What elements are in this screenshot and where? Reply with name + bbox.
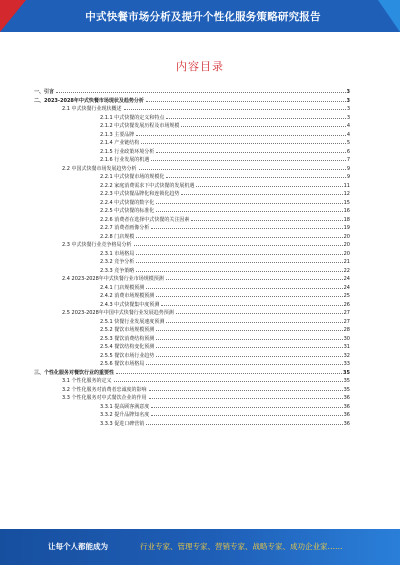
toc-leader-dots bbox=[149, 390, 343, 391]
toc-entry-label: 2.1 中式快餐行业现状概述 bbox=[62, 106, 122, 112]
toc-entry-page: 35 bbox=[343, 369, 350, 376]
toc-entry-label: 2.5.1 快餐行业发展速度预测 bbox=[100, 318, 165, 325]
toc-entry-label: 一、引言 bbox=[34, 89, 55, 95]
toc-entry[interactable] bbox=[34, 97, 350, 106]
toc-entry-label: 2.4.1 门店规模预测 bbox=[100, 284, 145, 291]
toc-entry-label: 3.3.2 提升品牌知名度 bbox=[100, 412, 150, 418]
toc-leader-dots bbox=[56, 92, 346, 93]
toc-entry-page: 32 bbox=[343, 352, 350, 359]
toc-entry-label: 2.2.4 中式快餐的数字化 bbox=[100, 199, 155, 206]
toc-leader-dots bbox=[156, 356, 342, 357]
toc-entry-page: 27 bbox=[343, 310, 350, 316]
toc-entry[interactable] bbox=[34, 216, 350, 225]
toc-entry-page: 35 bbox=[343, 386, 350, 393]
toc-entry-label: 2.5 2023-2028年中国中式快餐行业发展趋势预测 bbox=[62, 310, 174, 316]
toc-entry-page: 12 bbox=[343, 191, 350, 197]
toc-entry-label: 2.4 2023-2028年中式快餐行业市场规模预测 bbox=[62, 276, 164, 282]
toc-leader-dots bbox=[136, 237, 342, 238]
toc-entry-page: 3 bbox=[346, 106, 350, 112]
toc-entry[interactable] bbox=[34, 165, 350, 174]
toc-entry[interactable] bbox=[34, 284, 350, 293]
toc-entry-label: 2.1.1 中式快餐的定义和特点 bbox=[100, 114, 165, 121]
toc-entry[interactable] bbox=[34, 326, 350, 335]
toc-entry-page: 24 bbox=[343, 276, 350, 282]
toc-leader-dots bbox=[149, 398, 343, 399]
toc-entry-label: 2.1.6 行业发展的机遇 bbox=[100, 157, 150, 163]
toc-entry-label: 2.5.2 餐饮市场规模预测 bbox=[100, 327, 155, 333]
toc-entry[interactable] bbox=[34, 250, 350, 259]
toc-entry-label: 3.3.3 促进口碑营销 bbox=[100, 420, 145, 427]
toc-leader-dots bbox=[116, 373, 342, 374]
toc-leader-dots bbox=[136, 135, 346, 136]
toc-entry-page: 28 bbox=[343, 327, 350, 333]
toc-entry-page: 18 bbox=[343, 216, 350, 223]
footer-slogan: 让每个人都能成为 bbox=[48, 542, 108, 551]
toc-leader-dots bbox=[136, 262, 342, 263]
toc-entry[interactable] bbox=[34, 318, 350, 327]
toc-entry[interactable] bbox=[34, 105, 350, 114]
toc-entry-label: 2.2.5 中式快餐的标准化 bbox=[100, 208, 155, 214]
toc-entry-label: 二、2023-2028年中式快餐市场现状及趋势分析 bbox=[34, 97, 144, 104]
toc-entry-page: 33 bbox=[343, 361, 350, 367]
toc-entry[interactable] bbox=[34, 403, 350, 412]
toc-leader-dots bbox=[156, 339, 342, 340]
toc-entry-page: 3 bbox=[346, 97, 350, 104]
toc-entry[interactable] bbox=[34, 122, 350, 131]
toc-entry-page: 15 bbox=[343, 199, 350, 206]
toc-entry[interactable] bbox=[34, 292, 350, 301]
toc-heading: 内容目录 bbox=[176, 60, 224, 73]
toc-entry[interactable] bbox=[34, 369, 350, 378]
toc-entry-page: 24 bbox=[343, 284, 350, 291]
toc-entry[interactable] bbox=[34, 411, 350, 420]
toc-entry-page: 27 bbox=[343, 318, 350, 325]
toc-entry-page: 30 bbox=[343, 335, 350, 342]
toc-entry-page: 6 bbox=[346, 148, 350, 155]
header-decoration-left bbox=[0, 0, 26, 32]
toc-entry[interactable] bbox=[34, 275, 350, 284]
toc-entry-label: 2.2.3 中式快餐品牌化和连锁化趋势 bbox=[100, 191, 180, 197]
toc-entry-label: 2.2 中国式快餐市场发展趋势分析 bbox=[62, 165, 137, 172]
toc-leader-dots bbox=[156, 347, 342, 348]
toc-leader-dots bbox=[146, 288, 342, 289]
toc-entry[interactable] bbox=[34, 114, 350, 123]
footer-roles: 行业专家、管理专家、营销专家、战略专家、成功企业家…… bbox=[140, 542, 343, 551]
toc-entry-page: 5 bbox=[346, 140, 350, 146]
toc-leader-dots bbox=[156, 211, 342, 212]
report-title: 中式快餐市场分析及提升个性化服务策略研究报告 bbox=[85, 11, 321, 23]
toc-entry-label: 2.1.2 中式快餐发展历程及市场规模 bbox=[100, 123, 180, 129]
toc-leader-dots bbox=[136, 271, 342, 272]
toc-entry-label: 2.3.2 竞争分析 bbox=[100, 259, 135, 265]
toc-entry-label: 2.3.3 竞争策略 bbox=[100, 267, 135, 274]
toc-leader-dots bbox=[151, 160, 346, 161]
toc-leader-dots bbox=[136, 254, 342, 255]
toc-entry[interactable] bbox=[34, 182, 350, 191]
toc-entry-label: 2.5.5 餐饮市场行业趋势 bbox=[100, 352, 155, 359]
toc-entry-label: 2.1.4 产业链结构 bbox=[100, 140, 140, 146]
toc-entry[interactable] bbox=[34, 156, 350, 165]
toc-leader-dots bbox=[181, 194, 342, 195]
toc-entry-page: 4 bbox=[346, 131, 350, 138]
toc-entry-page: 35 bbox=[343, 378, 350, 384]
toc-entry-page: 20 bbox=[343, 250, 350, 257]
table-of-contents bbox=[34, 88, 350, 428]
toc-entry-page: 9 bbox=[346, 165, 350, 172]
header-decoration-right bbox=[378, 0, 400, 32]
toc-entry-label: 2.5.4 餐饮结构变化预测 bbox=[100, 344, 155, 350]
toc-entry-page: 16 bbox=[343, 208, 350, 214]
toc-entry-page: 36 bbox=[343, 395, 350, 401]
toc-leader-dots bbox=[146, 101, 346, 102]
toc-entry-page: 25 bbox=[343, 293, 350, 299]
toc-entry[interactable] bbox=[34, 233, 350, 242]
toc-leader-dots bbox=[156, 296, 342, 297]
toc-entry-label: 3.1 个性化服务的定义 bbox=[62, 378, 112, 384]
toc-leader-dots bbox=[166, 322, 342, 323]
toc-entry-label: 2.3 中式快餐行业竞争格局分析 bbox=[62, 242, 132, 248]
toc-entry-label: 2.1.5 行业政策环境分析 bbox=[100, 148, 155, 155]
toc-entry-page: 4 bbox=[346, 123, 350, 129]
toc-entry[interactable] bbox=[34, 386, 350, 395]
toc-leader-dots bbox=[146, 364, 342, 365]
toc-entry[interactable] bbox=[34, 301, 350, 310]
toc-entry[interactable] bbox=[34, 343, 350, 352]
toc-entry[interactable] bbox=[34, 139, 350, 148]
toc-entry-label: 2.5.3 餐饮消费结构预测 bbox=[100, 335, 155, 342]
toc-leader-dots bbox=[146, 424, 342, 425]
toc-entry-label: 2.2.8 门店规模 bbox=[100, 233, 135, 240]
toc-entry-label: 2.4.3 中式快餐集中度预测 bbox=[100, 301, 160, 308]
toc-entry[interactable] bbox=[34, 224, 350, 233]
toc-leader-dots bbox=[191, 220, 342, 221]
toc-entry[interactable] bbox=[34, 360, 350, 369]
toc-entry[interactable] bbox=[34, 420, 350, 429]
toc-entry[interactable] bbox=[34, 394, 350, 403]
toc-entry[interactable] bbox=[34, 309, 350, 318]
toc-entry[interactable] bbox=[34, 207, 350, 216]
toc-leader-dots bbox=[139, 169, 346, 170]
toc-entry[interactable] bbox=[34, 190, 350, 199]
toc-leader-dots bbox=[196, 186, 342, 187]
toc-entry-label: 2.2.2 家庭消费需求下中式快餐的发展机遇 bbox=[100, 182, 195, 189]
toc-entry-page: 20 bbox=[343, 242, 350, 248]
toc-leader-dots bbox=[176, 313, 343, 314]
toc-entry-page: 20 bbox=[343, 233, 350, 240]
toc-entry-page: 36 bbox=[343, 403, 350, 410]
toc-entry-label: 2.2.6 消费者在选择中式快餐的关注因素 bbox=[100, 216, 190, 223]
toc-entry[interactable] bbox=[34, 267, 350, 276]
toc-entry-label: 2.3.1 市场格局 bbox=[100, 250, 135, 257]
toc-entry-label: 2.5.6 餐饮市场格局 bbox=[100, 361, 145, 367]
toc-entry[interactable] bbox=[34, 199, 350, 208]
page-footer bbox=[0, 529, 400, 565]
toc-entry[interactable] bbox=[34, 241, 350, 250]
toc-leader-dots bbox=[166, 279, 343, 280]
toc-leader-dots bbox=[151, 407, 342, 408]
toc-leader-dots bbox=[156, 330, 342, 331]
toc-entry[interactable] bbox=[34, 173, 350, 182]
toc-entry-page: 36 bbox=[343, 420, 350, 427]
toc-leader-dots bbox=[166, 177, 345, 178]
toc-entry-label: 三、个性化服务对餐饮行业的重要性 bbox=[34, 369, 115, 376]
toc-entry-page: 9 bbox=[346, 174, 350, 180]
toc-entry[interactable] bbox=[34, 131, 350, 140]
toc-entry-page: 36 bbox=[343, 412, 350, 418]
toc-entry[interactable] bbox=[34, 352, 350, 361]
toc-leader-dots bbox=[124, 109, 346, 110]
toc-entry[interactable] bbox=[34, 148, 350, 157]
toc-entry-label: 3.3.1 提高顾客满意度 bbox=[100, 403, 150, 410]
toc-leader-dots bbox=[161, 305, 342, 306]
toc-entry-page: 21 bbox=[343, 259, 350, 265]
toc-entry-label: 2.2.7 消费者画像分析 bbox=[100, 225, 150, 231]
toc-leader-dots bbox=[166, 118, 345, 119]
toc-entry[interactable] bbox=[34, 88, 350, 97]
toc-leader-dots bbox=[151, 228, 342, 229]
toc-leader-dots bbox=[114, 381, 343, 382]
toc-entry-page: 26 bbox=[343, 301, 350, 308]
toc-leader-dots bbox=[151, 415, 342, 416]
toc-entry-label: 3.3 个性化服务对中式餐饮企业的作用 bbox=[62, 395, 147, 401]
toc-entry-page: 11 bbox=[343, 182, 350, 189]
toc-entry-page: 7 bbox=[346, 157, 350, 163]
toc-entry-label: 2.1.3 主要品牌 bbox=[100, 131, 135, 138]
toc-entry[interactable] bbox=[34, 335, 350, 344]
toc-entry-label: 2.4.2 消费市场规模预测 bbox=[100, 293, 155, 299]
toc-entry-page: 22 bbox=[343, 267, 350, 274]
toc-entry-page: 3 bbox=[346, 114, 350, 121]
toc-leader-dots bbox=[181, 126, 345, 127]
toc-entry-page: 19 bbox=[343, 225, 350, 231]
toc-entry-page: 31 bbox=[343, 344, 350, 350]
toc-entry-label: 3.2 个性化服务对消费者忠诚度的影响 bbox=[62, 386, 147, 393]
toc-entry[interactable] bbox=[34, 258, 350, 267]
toc-leader-dots bbox=[156, 203, 342, 204]
page-header bbox=[0, 0, 400, 32]
toc-entry-label: 2.2.1 中式快餐市场的规模化 bbox=[100, 174, 165, 180]
toc-leader-dots bbox=[141, 143, 346, 144]
toc-leader-dots bbox=[156, 152, 346, 153]
toc-entry[interactable] bbox=[34, 377, 350, 386]
toc-entry-page: 3 bbox=[346, 89, 350, 95]
toc-leader-dots bbox=[134, 245, 343, 246]
